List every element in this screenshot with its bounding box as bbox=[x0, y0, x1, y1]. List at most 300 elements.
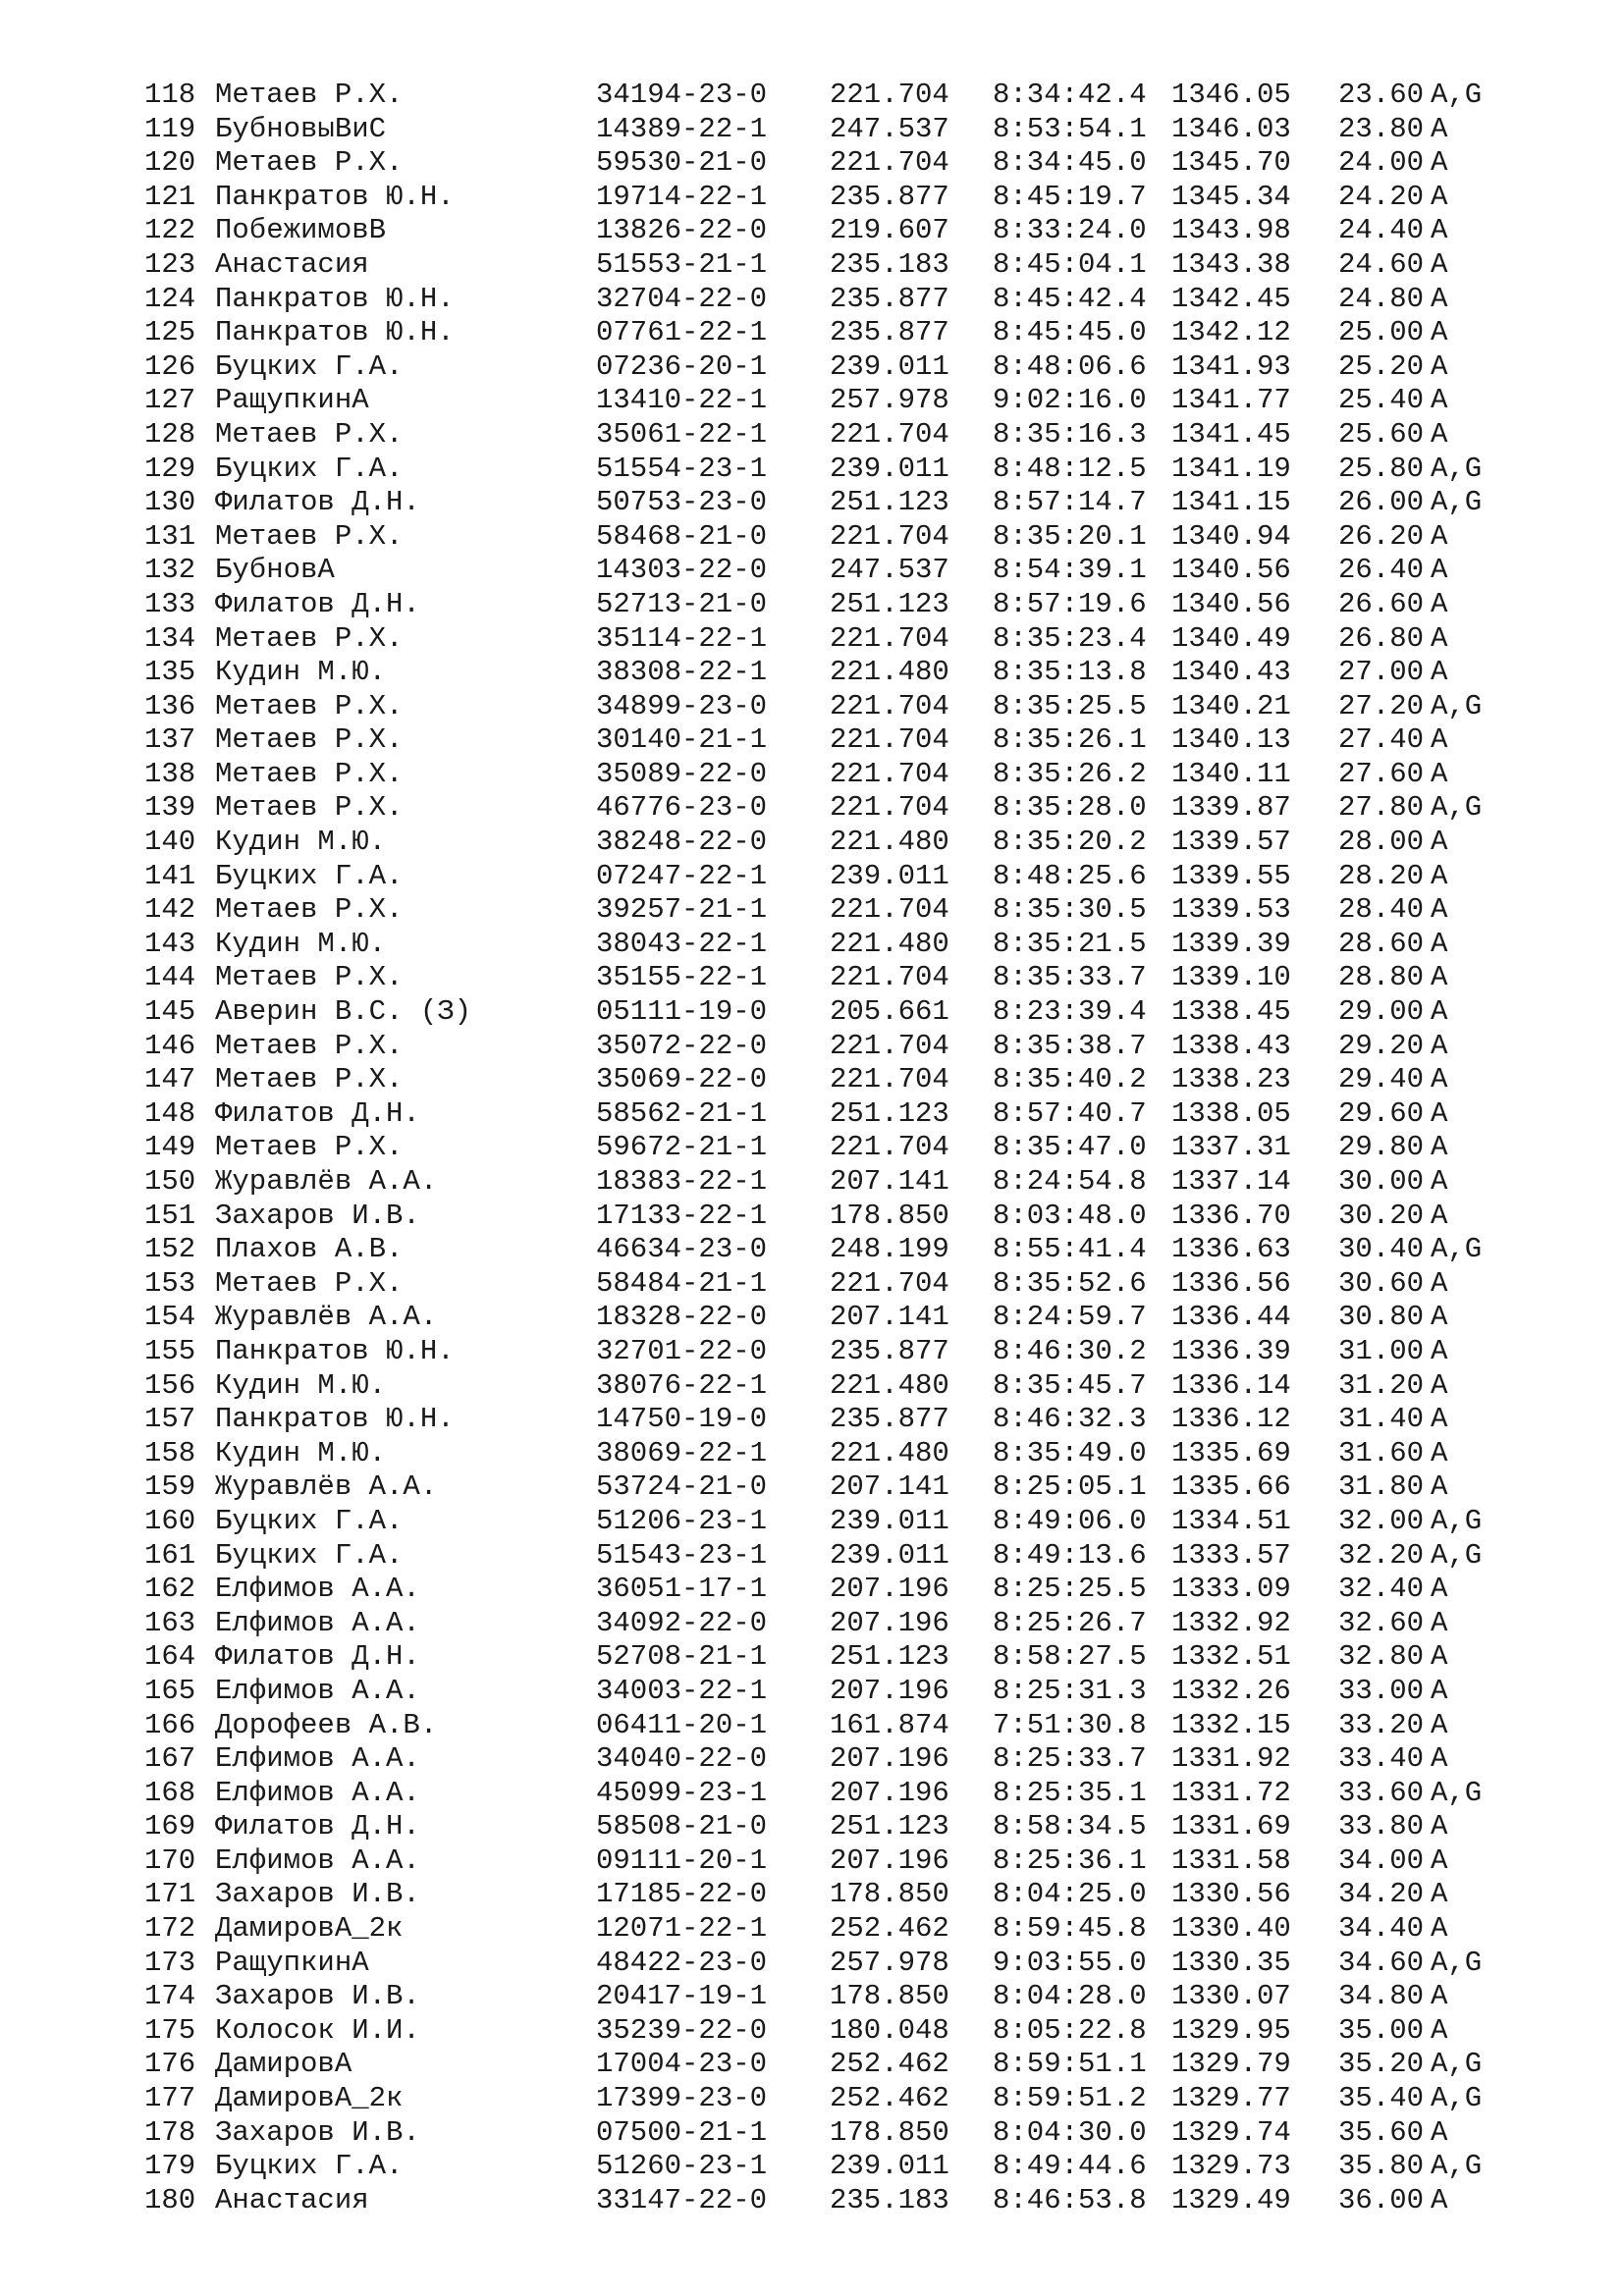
distance-value: 207.196 bbox=[830, 1776, 949, 1809]
arrival-time: 8:59:51.1 bbox=[993, 2048, 1147, 2081]
speed-value: 1330.40 bbox=[1171, 1912, 1291, 1946]
mark-code: A,G bbox=[1431, 2082, 1483, 2115]
points-value: 33.80 bbox=[1338, 1810, 1425, 1843]
points-value: 31.80 bbox=[1338, 1470, 1425, 1504]
speed-value: 1329.73 bbox=[1171, 2150, 1291, 2183]
fancier-name: Метаев Р.Х. bbox=[215, 519, 404, 553]
mark-code: A bbox=[1431, 2183, 1448, 2216]
mark-code: A,G bbox=[1431, 1776, 1483, 1809]
distance-value: 248.199 bbox=[830, 1233, 949, 1266]
ring-number: 58562-21-1 bbox=[596, 1096, 768, 1130]
mark-code: A bbox=[1431, 112, 1448, 145]
ring-number: 13826-22-0 bbox=[596, 214, 768, 247]
fancier-name: Кудин М.Ю. bbox=[215, 1436, 387, 1469]
arrival-time: 8:05:22.8 bbox=[993, 2013, 1147, 2047]
arrival-time: 8:35:13.8 bbox=[993, 656, 1147, 689]
ring-number: 52708-21-1 bbox=[596, 1640, 768, 1674]
mark-code: A bbox=[1431, 2013, 1448, 2047]
mark-code: A bbox=[1431, 587, 1448, 620]
fancier-name: Метаев Р.Х. bbox=[215, 689, 404, 722]
points-value: 30.20 bbox=[1338, 1199, 1425, 1232]
points-value: 29.00 bbox=[1338, 995, 1425, 1029]
place-number: 126 bbox=[144, 349, 196, 383]
points-value: 34.80 bbox=[1338, 1980, 1425, 2013]
mark-code: A,G bbox=[1431, 1538, 1483, 1572]
speed-value: 1332.51 bbox=[1171, 1640, 1291, 1674]
distance-value: 235.877 bbox=[830, 180, 949, 213]
distance-value: 221.480 bbox=[830, 927, 949, 960]
arrival-time: 8:35:25.5 bbox=[993, 689, 1147, 722]
mark-code: A bbox=[1431, 180, 1448, 213]
arrival-time: 8:04:30.0 bbox=[993, 2115, 1147, 2149]
place-number: 152 bbox=[144, 1233, 196, 1266]
arrival-time: 8:35:16.3 bbox=[993, 417, 1147, 451]
distance-value: 178.850 bbox=[830, 1199, 949, 1232]
distance-value: 221.704 bbox=[830, 519, 949, 553]
arrival-time: 8:48:06.6 bbox=[993, 349, 1147, 383]
distance-value: 235.877 bbox=[830, 1403, 949, 1436]
points-value: 35.40 bbox=[1338, 2082, 1425, 2115]
fancier-name: Захаров И.В. bbox=[215, 1980, 420, 2013]
arrival-time: 9:03:55.0 bbox=[993, 1946, 1147, 1979]
speed-value: 1337.14 bbox=[1171, 1165, 1291, 1198]
place-number: 125 bbox=[144, 316, 196, 349]
fancier-name: Метаев Р.Х. bbox=[215, 757, 404, 790]
distance-value: 235.877 bbox=[830, 1334, 949, 1367]
arrival-time: 8:49:06.0 bbox=[993, 1504, 1147, 1537]
ring-number: 34092-22-0 bbox=[596, 1606, 768, 1639]
speed-value: 1329.77 bbox=[1171, 2082, 1291, 2115]
ring-number: 34194-23-0 bbox=[596, 79, 768, 111]
fancier-name: Метаев Р.Х. bbox=[215, 417, 404, 451]
speed-value: 1331.92 bbox=[1171, 1742, 1291, 1776]
speed-value: 1343.98 bbox=[1171, 214, 1291, 247]
speed-value: 1333.09 bbox=[1171, 1573, 1291, 1606]
distance-value: 207.141 bbox=[830, 1165, 949, 1198]
speed-value: 1336.44 bbox=[1171, 1301, 1291, 1334]
place-number: 133 bbox=[144, 587, 196, 620]
ring-number: 38069-22-1 bbox=[596, 1436, 768, 1469]
ring-number: 51260-23-1 bbox=[596, 2150, 768, 2183]
fancier-name: Метаев Р.Х. bbox=[215, 893, 404, 927]
points-value: 30.60 bbox=[1338, 1266, 1425, 1300]
speed-value: 1346.03 bbox=[1171, 112, 1291, 145]
fancier-name: Елфимов А.А. bbox=[215, 1606, 420, 1639]
mark-code: A bbox=[1431, 1912, 1448, 1946]
place-number: 165 bbox=[144, 1674, 196, 1707]
arrival-time: 8:48:12.5 bbox=[993, 452, 1147, 485]
mark-code: A bbox=[1431, 282, 1448, 315]
arrival-time: 8:35:20.2 bbox=[993, 826, 1147, 859]
speed-value: 1342.45 bbox=[1171, 282, 1291, 315]
points-value: 24.20 bbox=[1338, 180, 1425, 213]
arrival-time: 8:35:33.7 bbox=[993, 961, 1147, 994]
ring-number: 17399-23-0 bbox=[596, 2082, 768, 2115]
mark-code: A bbox=[1431, 1573, 1448, 1606]
points-value: 26.00 bbox=[1338, 486, 1425, 519]
distance-value: 221.704 bbox=[830, 1266, 949, 1300]
ring-number: 14389-22-1 bbox=[596, 112, 768, 145]
arrival-time: 8:48:25.6 bbox=[993, 859, 1147, 892]
place-number: 169 bbox=[144, 1810, 196, 1843]
points-value: 34.20 bbox=[1338, 1878, 1425, 1911]
mark-code: A bbox=[1431, 1131, 1448, 1164]
speed-value: 1339.55 bbox=[1171, 859, 1291, 892]
points-value: 34.60 bbox=[1338, 1946, 1425, 1979]
arrival-time: 8:25:05.1 bbox=[993, 1470, 1147, 1504]
fancier-name: Елфимов А.А. bbox=[215, 1742, 420, 1776]
distance-value: 205.661 bbox=[830, 995, 949, 1029]
arrival-time: 8:45:19.7 bbox=[993, 180, 1147, 213]
ring-number: 07761-22-1 bbox=[596, 316, 768, 349]
points-value: 26.80 bbox=[1338, 621, 1425, 655]
arrival-time: 8:35:38.7 bbox=[993, 1029, 1147, 1062]
fancier-name: ПобежимовВ bbox=[215, 214, 387, 247]
fancier-name: БубновыВиС bbox=[215, 112, 387, 145]
arrival-time: 8:35:49.0 bbox=[993, 1436, 1147, 1469]
place-number: 160 bbox=[144, 1504, 196, 1537]
ring-number: 59530-21-0 bbox=[596, 146, 768, 180]
speed-value: 1339.39 bbox=[1171, 927, 1291, 960]
distance-value: 180.048 bbox=[830, 2013, 949, 2047]
distance-value: 251.123 bbox=[830, 1640, 949, 1674]
points-value: 31.20 bbox=[1338, 1368, 1425, 1402]
fancier-name: Метаев Р.Х. bbox=[215, 723, 404, 757]
mark-code: A bbox=[1431, 214, 1448, 247]
ring-number: 52713-21-0 bbox=[596, 587, 768, 620]
speed-value: 1339.57 bbox=[1171, 826, 1291, 859]
ring-number: 48422-23-0 bbox=[596, 1946, 768, 1979]
speed-value: 1339.10 bbox=[1171, 961, 1291, 994]
place-number: 173 bbox=[144, 1946, 196, 1979]
fancier-name: Филатов Д.Н. bbox=[215, 587, 420, 620]
fancier-name: ДамировА_2к bbox=[215, 1912, 404, 1946]
mark-code: A bbox=[1431, 893, 1448, 927]
mark-code: A bbox=[1431, 1878, 1448, 1911]
points-value: 26.60 bbox=[1338, 587, 1425, 620]
ring-number: 34003-22-1 bbox=[596, 1674, 768, 1707]
distance-value: 247.537 bbox=[830, 554, 949, 587]
arrival-time: 8:55:41.4 bbox=[993, 1233, 1147, 1266]
speed-value: 1338.45 bbox=[1171, 995, 1291, 1029]
speed-value: 1331.69 bbox=[1171, 1810, 1291, 1843]
place-number: 179 bbox=[144, 2150, 196, 2183]
distance-value: 221.704 bbox=[830, 791, 949, 825]
distance-value: 221.704 bbox=[830, 961, 949, 994]
points-value: 25.00 bbox=[1338, 316, 1425, 349]
speed-value: 1336.39 bbox=[1171, 1334, 1291, 1367]
speed-value: 1331.72 bbox=[1171, 1776, 1291, 1809]
speed-value: 1330.35 bbox=[1171, 1946, 1291, 1979]
fancier-name: Метаев Р.Х. bbox=[215, 791, 404, 825]
distance-value: 221.704 bbox=[830, 1131, 949, 1164]
fancier-name: ДамировА bbox=[215, 2048, 352, 2081]
ring-number: 58484-21-1 bbox=[596, 1266, 768, 1300]
distance-value: 219.607 bbox=[830, 214, 949, 247]
points-value: 28.20 bbox=[1338, 859, 1425, 892]
mark-code: A bbox=[1431, 1708, 1448, 1741]
points-value: 32.60 bbox=[1338, 1606, 1425, 1639]
distance-value: 239.011 bbox=[830, 452, 949, 485]
fancier-name: Филатов Д.Н. bbox=[215, 1096, 420, 1130]
speed-value: 1341.19 bbox=[1171, 452, 1291, 485]
fancier-name: Метаев Р.Х. bbox=[215, 961, 404, 994]
distance-value: 207.196 bbox=[830, 1843, 949, 1877]
place-number: 161 bbox=[144, 1538, 196, 1572]
place-number: 175 bbox=[144, 2013, 196, 2047]
fancier-name: Буцких Г.А. bbox=[215, 1538, 404, 1572]
place-number: 130 bbox=[144, 486, 196, 519]
place-number: 177 bbox=[144, 2082, 196, 2115]
points-value: 32.00 bbox=[1338, 1504, 1425, 1537]
arrival-time: 8:23:39.4 bbox=[993, 995, 1147, 1029]
mark-code: A bbox=[1431, 621, 1448, 655]
points-value: 27.60 bbox=[1338, 757, 1425, 790]
arrival-time: 8:49:13.6 bbox=[993, 1538, 1147, 1572]
arrival-time: 7:51:30.8 bbox=[993, 1708, 1147, 1741]
arrival-time: 8:57:19.6 bbox=[993, 587, 1147, 620]
speed-value: 1341.77 bbox=[1171, 384, 1291, 417]
points-value: 33.00 bbox=[1338, 1674, 1425, 1707]
ring-number: 17133-22-1 bbox=[596, 1199, 768, 1232]
distance-value: 221.704 bbox=[830, 417, 949, 451]
place-number: 143 bbox=[144, 927, 196, 960]
speed-value: 1341.45 bbox=[1171, 417, 1291, 451]
ring-number: 35061-22-1 bbox=[596, 417, 768, 451]
points-value: 31.40 bbox=[1338, 1403, 1425, 1436]
points-value: 24.00 bbox=[1338, 146, 1425, 180]
speed-value: 1345.70 bbox=[1171, 146, 1291, 180]
arrival-time: 8:46:32.3 bbox=[993, 1403, 1147, 1436]
speed-value: 1335.66 bbox=[1171, 1470, 1291, 1504]
mark-code: A bbox=[1431, 417, 1448, 451]
mark-code: A bbox=[1431, 146, 1448, 180]
mark-code: A bbox=[1431, 995, 1448, 1029]
speed-value: 1336.63 bbox=[1171, 1233, 1291, 1266]
fancier-name: РащупкинА bbox=[215, 1946, 369, 1979]
place-number: 140 bbox=[144, 826, 196, 859]
ring-number: 35239-22-0 bbox=[596, 2013, 768, 2047]
distance-value: 239.011 bbox=[830, 349, 949, 383]
distance-value: 252.462 bbox=[830, 1912, 949, 1946]
speed-value: 1340.56 bbox=[1171, 554, 1291, 587]
speed-value: 1346.05 bbox=[1171, 79, 1291, 111]
distance-value: 252.462 bbox=[830, 2082, 949, 2115]
speed-value: 1332.15 bbox=[1171, 1708, 1291, 1741]
speed-value: 1340.56 bbox=[1171, 587, 1291, 620]
fancier-name: ДамировА_2к bbox=[215, 2082, 404, 2115]
speed-value: 1329.95 bbox=[1171, 2013, 1291, 2047]
mark-code: A,G bbox=[1431, 486, 1483, 519]
ring-number: 14750-19-0 bbox=[596, 1403, 768, 1436]
points-value: 27.00 bbox=[1338, 656, 1425, 689]
points-value: 26.20 bbox=[1338, 519, 1425, 553]
mark-code: A bbox=[1431, 1843, 1448, 1877]
place-number: 118 bbox=[144, 79, 196, 111]
place-number: 142 bbox=[144, 893, 196, 927]
fancier-name: Захаров И.В. bbox=[215, 1878, 420, 1911]
arrival-time: 8:57:14.7 bbox=[993, 486, 1147, 519]
points-value: 27.40 bbox=[1338, 723, 1425, 757]
distance-value: 178.850 bbox=[830, 1878, 949, 1911]
arrival-time: 8:59:45.8 bbox=[993, 1912, 1147, 1946]
mark-code: A bbox=[1431, 1063, 1448, 1096]
mark-code: A bbox=[1431, 1165, 1448, 1198]
fancier-name: Дорофеев А.В. bbox=[215, 1708, 438, 1741]
fancier-name: Кудин М.Ю. bbox=[215, 927, 387, 960]
fancier-name: Метаев Р.Х. bbox=[215, 1266, 404, 1300]
place-number: 149 bbox=[144, 1131, 196, 1164]
place-number: 123 bbox=[144, 247, 196, 281]
ring-number: 35155-22-1 bbox=[596, 961, 768, 994]
points-value: 28.00 bbox=[1338, 826, 1425, 859]
fancier-name: Панкратов Ю.Н. bbox=[215, 1334, 455, 1367]
ring-number: 07247-22-1 bbox=[596, 859, 768, 892]
fancier-name: Аверин В.С. (З) bbox=[215, 995, 472, 1029]
distance-value: 207.141 bbox=[830, 1470, 949, 1504]
mark-code: A bbox=[1431, 927, 1448, 960]
points-value: 32.20 bbox=[1338, 1538, 1425, 1572]
place-number: 121 bbox=[144, 180, 196, 213]
points-value: 27.80 bbox=[1338, 791, 1425, 825]
mark-code: A bbox=[1431, 1266, 1448, 1300]
fancier-name: Метаев Р.Х. bbox=[215, 1029, 404, 1062]
mark-code: A bbox=[1431, 1301, 1448, 1334]
speed-value: 1329.74 bbox=[1171, 2115, 1291, 2149]
points-value: 25.40 bbox=[1338, 384, 1425, 417]
ring-number: 17185-22-0 bbox=[596, 1878, 768, 1911]
ring-number: 32701-22-0 bbox=[596, 1334, 768, 1367]
points-value: 28.60 bbox=[1338, 927, 1425, 960]
arrival-time: 8:58:34.5 bbox=[993, 1810, 1147, 1843]
ring-number: 12071-22-1 bbox=[596, 1912, 768, 1946]
ring-number: 13410-22-1 bbox=[596, 384, 768, 417]
speed-value: 1339.53 bbox=[1171, 893, 1291, 927]
arrival-time: 8:35:52.6 bbox=[993, 1266, 1147, 1300]
speed-value: 1345.34 bbox=[1171, 180, 1291, 213]
points-value: 24.80 bbox=[1338, 282, 1425, 315]
ring-number: 36051-17-1 bbox=[596, 1573, 768, 1606]
ring-number: 59672-21-1 bbox=[596, 1131, 768, 1164]
fancier-name: Журавлёв А.А. bbox=[215, 1165, 438, 1198]
place-number: 168 bbox=[144, 1776, 196, 1809]
distance-value: 221.704 bbox=[830, 1063, 949, 1096]
fancier-name: Филатов Д.Н. bbox=[215, 1810, 420, 1843]
mark-code: A bbox=[1431, 723, 1448, 757]
ring-number: 38043-22-1 bbox=[596, 927, 768, 960]
arrival-time: 8:24:59.7 bbox=[993, 1301, 1147, 1334]
mark-code: A bbox=[1431, 961, 1448, 994]
points-value: 31.60 bbox=[1338, 1436, 1425, 1469]
mark-code: A bbox=[1431, 1403, 1448, 1436]
ring-number: 51543-23-1 bbox=[596, 1538, 768, 1572]
arrival-time: 8:34:45.0 bbox=[993, 146, 1147, 180]
distance-value: 221.704 bbox=[830, 723, 949, 757]
arrival-time: 8:25:36.1 bbox=[993, 1843, 1147, 1877]
speed-value: 1335.69 bbox=[1171, 1436, 1291, 1469]
fancier-name: Кудин М.Ю. bbox=[215, 656, 387, 689]
mark-code: A bbox=[1431, 1980, 1448, 2013]
ring-number: 32704-22-0 bbox=[596, 282, 768, 315]
speed-value: 1332.92 bbox=[1171, 1606, 1291, 1639]
speed-value: 1333.57 bbox=[1171, 1538, 1291, 1572]
mark-code: A bbox=[1431, 859, 1448, 892]
arrival-time: 8:35:30.5 bbox=[993, 893, 1147, 927]
ring-number: 39257-21-1 bbox=[596, 893, 768, 927]
distance-value: 239.011 bbox=[830, 1504, 949, 1537]
place-number: 148 bbox=[144, 1096, 196, 1130]
ring-number: 35069-22-0 bbox=[596, 1063, 768, 1096]
points-value: 35.00 bbox=[1338, 2013, 1425, 2047]
fancier-name: Метаев Р.Х. bbox=[215, 1063, 404, 1096]
ring-number: 46634-23-0 bbox=[596, 1233, 768, 1266]
points-value: 30.80 bbox=[1338, 1301, 1425, 1334]
mark-code: A bbox=[1431, 1606, 1448, 1639]
ring-number: 38076-22-1 bbox=[596, 1368, 768, 1402]
mark-code: A bbox=[1431, 656, 1448, 689]
speed-value: 1330.07 bbox=[1171, 1980, 1291, 2013]
mark-code: A bbox=[1431, 316, 1448, 349]
mark-code: A bbox=[1431, 1640, 1448, 1674]
arrival-time: 8:35:26.1 bbox=[993, 723, 1147, 757]
speed-value: 1332.26 bbox=[1171, 1674, 1291, 1707]
speed-value: 1340.43 bbox=[1171, 656, 1291, 689]
mark-code: A,G bbox=[1431, 1504, 1483, 1537]
mark-code: A bbox=[1431, 349, 1448, 383]
distance-value: 221.704 bbox=[830, 689, 949, 722]
mark-code: A bbox=[1431, 384, 1448, 417]
arrival-time: 8:46:53.8 bbox=[993, 2183, 1147, 2216]
ring-number: 19714-22-1 bbox=[596, 180, 768, 213]
speed-value: 1340.11 bbox=[1171, 757, 1291, 790]
distance-value: 221.704 bbox=[830, 1029, 949, 1062]
place-number: 120 bbox=[144, 146, 196, 180]
distance-value: 207.196 bbox=[830, 1573, 949, 1606]
arrival-time: 8:57:40.7 bbox=[993, 1096, 1147, 1130]
arrival-time: 8:24:54.8 bbox=[993, 1165, 1147, 1198]
distance-value: 221.480 bbox=[830, 656, 949, 689]
distance-value: 251.123 bbox=[830, 486, 949, 519]
place-number: 122 bbox=[144, 214, 196, 247]
ring-number: 07500-21-1 bbox=[596, 2115, 768, 2149]
speed-value: 1336.56 bbox=[1171, 1266, 1291, 1300]
arrival-time: 8:04:28.0 bbox=[993, 1980, 1147, 2013]
distance-value: 251.123 bbox=[830, 587, 949, 620]
mark-code: A,G bbox=[1431, 791, 1483, 825]
place-number: 162 bbox=[144, 1573, 196, 1606]
distance-value: 207.196 bbox=[830, 1674, 949, 1707]
place-number: 138 bbox=[144, 757, 196, 790]
distance-value: 207.141 bbox=[830, 1301, 949, 1334]
fancier-name: Плахов А.В. bbox=[215, 1233, 404, 1266]
fancier-name: Буцких Г.А. bbox=[215, 859, 404, 892]
points-value: 29.60 bbox=[1338, 1096, 1425, 1130]
place-number: 178 bbox=[144, 2115, 196, 2149]
distance-value: 239.011 bbox=[830, 859, 949, 892]
speed-value: 1338.05 bbox=[1171, 1096, 1291, 1130]
distance-value: 221.480 bbox=[830, 1436, 949, 1469]
distance-value: 257.978 bbox=[830, 1946, 949, 1979]
place-number: 170 bbox=[144, 1843, 196, 1877]
ring-number: 51553-21-1 bbox=[596, 247, 768, 281]
distance-value: 251.123 bbox=[830, 1810, 949, 1843]
distance-value: 221.704 bbox=[830, 893, 949, 927]
fancier-name: Журавлёв А.А. bbox=[215, 1301, 438, 1334]
speed-value: 1334.51 bbox=[1171, 1504, 1291, 1537]
place-number: 135 bbox=[144, 656, 196, 689]
points-value: 33.60 bbox=[1338, 1776, 1425, 1809]
points-value: 35.80 bbox=[1338, 2150, 1425, 2183]
